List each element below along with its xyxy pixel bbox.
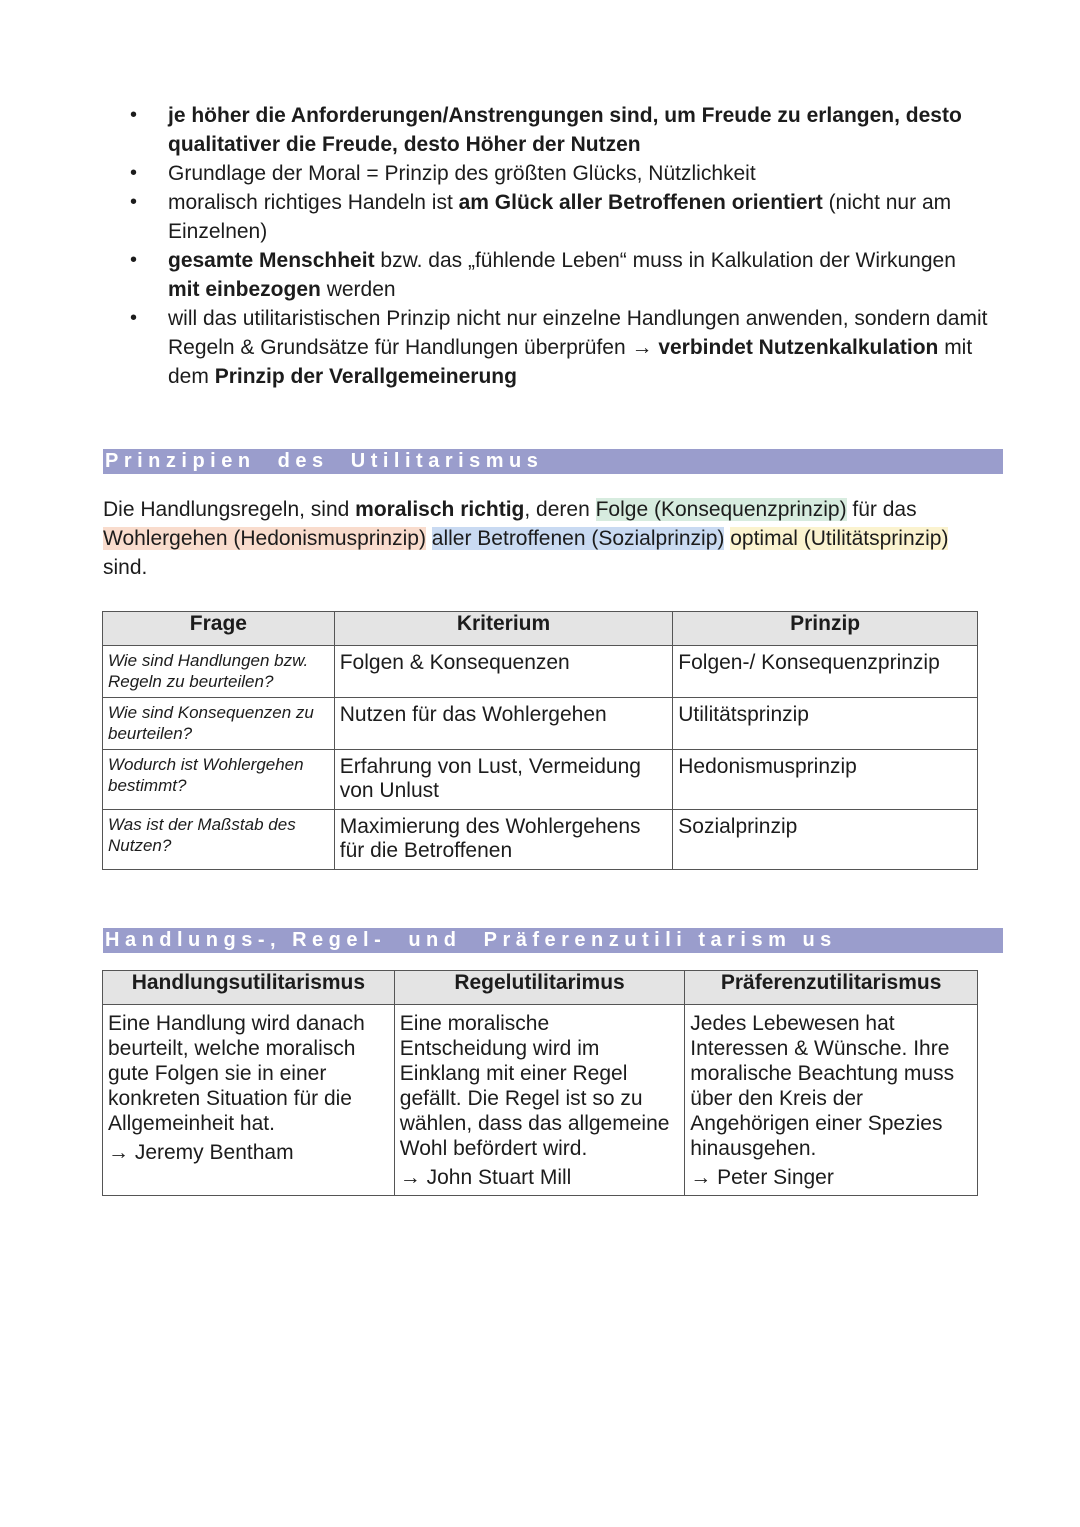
header-preference-utilitarianism: Präferenzutilitarismus (685, 971, 978, 1005)
description-text: Eine moralische Entscheidung wird im Einklang mit einer Regel gefällt. Die Regel ist so zu wählen, dass das allgemeine Wohl befördert wird. (399, 1012, 670, 1160)
header-kriterium: Kriterium (334, 612, 673, 646)
table-row (103, 698, 978, 750)
bullet-text: mit dem (168, 336, 973, 388)
intro-text: für das (846, 498, 917, 521)
bullet-bold-text: je höher die Anforderungen/Anstrengungen sind, um Freude zu erlangen, desto qualitativer die Freude, desto Höher der Nutzen (168, 104, 962, 156)
bullet-text: bzw. das „fühlende Leben“ muss in Kalkulation der Wirkungen (374, 249, 956, 272)
header-prinzip: Prinzip (673, 612, 978, 646)
intro-text: Die Handlungsregeln, sind (103, 498, 356, 521)
act-utilitarianism-cell (103, 1005, 395, 1196)
bullet-bold-text: verbindet Nutzenkalkulation (658, 336, 939, 359)
intro-text (426, 527, 432, 550)
intro-bold: moralisch richtig (355, 498, 525, 521)
highlight-social: aller Betroffenen (Sozialprinzip) (431, 527, 725, 550)
highlight-hedonism: Wohlergehen (Hedonismusprinzip) (103, 527, 426, 550)
header-rule-utilitarianism: Regelutilitarimus (394, 971, 685, 1005)
principle-cell: Hedonismusprinzip (673, 750, 978, 810)
description-text: Eine Handlung wird danach beurteilt, welche moralisch gute Folgen sie in einer konkreten Situation für die Allgemeinheit hat. (108, 1012, 365, 1135)
table-header-row (103, 971, 978, 1005)
bullet-bold-text: Prinzip der Verallgemeinerung (214, 365, 517, 388)
bullet-text: moralisch richtiges Handeln ist (168, 191, 459, 214)
header-act-utilitarianism: Handlungsutilitarismus (103, 971, 395, 1005)
criterion-cell: Erfahrung von Lust, Vermeidung von Unlust (334, 750, 673, 810)
bullet-bold-text: mit einbezogen (168, 278, 321, 301)
criterion-cell: Nutzen für das Wohlergehen (334, 698, 673, 750)
principle-cell: Sozialprinzip (673, 810, 978, 870)
highlight-consequence: Folge (Konsequenzprinzip) (595, 498, 847, 521)
bullet-text: (nicht nur am Einzelnen) (168, 191, 952, 243)
bullet-item (130, 101, 990, 159)
preference-utilitarianism-cell (685, 1005, 978, 1196)
table-row (103, 810, 978, 870)
description-text: Jedes Lebewesen hat Interessen & Wünsche. Ihre moralische Beachtung muss über den Kreis der Angehörigen einer Spezies hinausgehen. (690, 1012, 955, 1160)
bullet-text: werden (320, 278, 396, 301)
highlight-utility: optimal (Utilitätsprinzip) (730, 527, 949, 550)
bullet-item (130, 246, 990, 304)
bullet-bold-text: am Glück aller Betroffenen orientiert (458, 191, 823, 214)
section-heading-principles: Prinzipien des Utilitarismus (103, 449, 1003, 474)
criterion-cell: Folgen & Konsequenzen (334, 646, 673, 698)
author-bentham: → Jeremy Bentham (108, 1141, 294, 1164)
bullet-text: will das utilitaristischen Prinzip nicht nur einzelne Handlungen anwenden, sondern damit Regeln & Grundsätze für Handlungen überprüfen → (168, 307, 988, 359)
table-header-row (103, 612, 978, 646)
table-row (103, 646, 978, 698)
intro-text: , deren (524, 498, 596, 521)
section-heading-types: Handlungs-, Regel- und Präferenzutili tarism us (103, 928, 1003, 953)
intro-text: sind. (103, 556, 148, 579)
bullet-item (130, 188, 990, 246)
author-singer: → Peter Singer (690, 1166, 834, 1189)
rule-utilitarianism-cell (394, 1005, 685, 1196)
utilitarianism-types-table (102, 970, 978, 1196)
author-mill: → John Stuart Mill (399, 1166, 572, 1189)
header-frage: Frage (103, 612, 335, 646)
question-cell: Wie sind Handlungen bzw. Regeln zu beurteilen? (103, 646, 335, 698)
table-row (103, 1005, 978, 1196)
bullet-item (130, 304, 990, 391)
principle-cell: Utilitätsprinzip (673, 698, 978, 750)
question-cell: Was ist der Maßstab des Nutzen? (103, 810, 335, 870)
table-row (103, 750, 978, 810)
bullet-list (130, 101, 990, 391)
bullet-text: Grundlage der Moral = Prinzip des größten Glücks, Nützlichkeit (168, 162, 756, 185)
criterion-cell: Maximierung des Wohlergehens für die Betroffenen (334, 810, 673, 870)
principles-table (102, 611, 978, 870)
question-cell: Wodurch ist Wohlergehen bestimmt? (103, 750, 335, 810)
question-cell: Wie sind Konsequenzen zu beurteilen? (103, 698, 335, 750)
bullet-bold-text: gesamte Menschheit (168, 249, 375, 272)
principle-cell: Folgen-/ Konsequenzprinzip (673, 646, 978, 698)
bullet-item (130, 159, 990, 188)
intro-paragraph (103, 495, 983, 582)
